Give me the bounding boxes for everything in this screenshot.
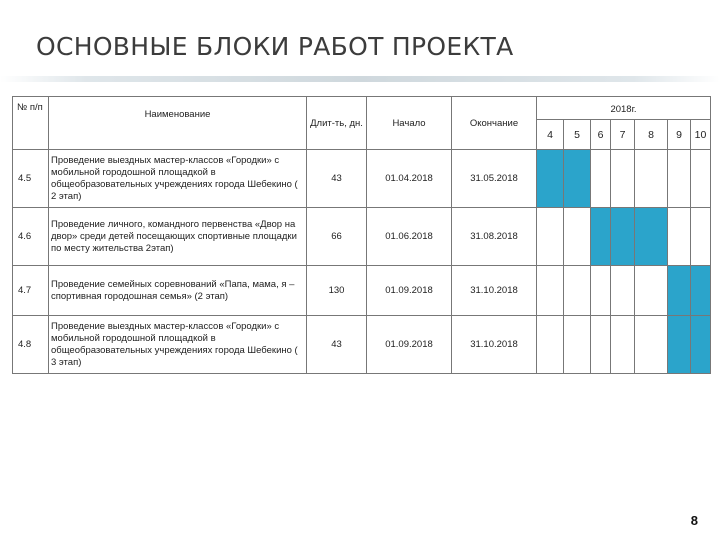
- row-name: Проведение выездных мастер-классов «Городки» с мобильной городошной площадкой в общеобразовательных учреждениях города Шебекино ( 2 этап): [49, 150, 307, 208]
- gantt-bar-cell: [668, 266, 691, 316]
- row-number: 4.5: [13, 150, 49, 208]
- gantt-empty-cell: [537, 316, 564, 374]
- gantt-empty-cell: [668, 150, 691, 208]
- gantt-empty-cell: [611, 150, 635, 208]
- project-schedule-table: [12, 96, 711, 374]
- row-end-date: 31.10.2018: [452, 266, 537, 316]
- row-duration: 130: [307, 266, 367, 316]
- gantt-empty-cell: [611, 316, 635, 374]
- row-number: 4.6: [13, 208, 49, 266]
- row-start-date: 01.06.2018: [367, 208, 452, 266]
- gantt-empty-cell: [635, 150, 668, 208]
- row-name: Проведение выездных мастер-классов «Городки» с мобильной городошной площадкой в общеобразовательных учреждениях города Шебекино ( 3 этап): [49, 316, 307, 374]
- header-year: 2018г.: [537, 97, 711, 120]
- gantt-empty-cell: [591, 316, 611, 374]
- row-number: 4.7: [13, 266, 49, 316]
- gantt-empty-cell: [691, 208, 711, 266]
- header-month-10: 10: [691, 120, 711, 150]
- header-month-5: 5: [564, 120, 591, 150]
- header-number: № п/п: [13, 97, 49, 150]
- row-name: Проведение личного, командного первенства «Двор на двор» среди детей посещающих спортивные площадки по месту жительства 2этап): [49, 208, 307, 266]
- page-number: 8: [690, 513, 698, 528]
- header-end: Окончание: [452, 97, 537, 150]
- header-month-9: 9: [668, 120, 691, 150]
- gantt-empty-cell: [691, 150, 711, 208]
- header-start: Начало: [367, 97, 452, 150]
- gantt-empty-cell: [668, 208, 691, 266]
- gantt-bar-cell: [591, 208, 611, 266]
- row-end-date: 31.05.2018: [452, 150, 537, 208]
- header-month-7: 7: [611, 120, 635, 150]
- header-month-6: 6: [591, 120, 611, 150]
- row-start-date: 01.09.2018: [367, 316, 452, 374]
- gantt-bar-cell: [537, 150, 564, 208]
- table-row: [13, 266, 711, 316]
- gantt-bar-cell: [611, 208, 635, 266]
- header-month-4: 4: [537, 120, 564, 150]
- gantt-bar-cell: [691, 316, 711, 374]
- gantt-empty-cell: [564, 316, 591, 374]
- table-row: [13, 316, 711, 374]
- table-row: [13, 208, 711, 266]
- gantt-empty-cell: [537, 208, 564, 266]
- gantt-empty-cell: [611, 266, 635, 316]
- gantt-empty-cell: [591, 150, 611, 208]
- row-number: 4.8: [13, 316, 49, 374]
- header-duration: Длит-ть, дн.: [307, 97, 367, 150]
- gantt-empty-cell: [635, 266, 668, 316]
- gantt-bar-cell: [691, 266, 711, 316]
- gantt-empty-cell: [635, 316, 668, 374]
- gantt-bar-cell: [635, 208, 668, 266]
- row-duration: 66: [307, 208, 367, 266]
- gantt-bar-cell: [564, 150, 591, 208]
- gantt-bar-cell: [668, 316, 691, 374]
- row-duration: 43: [307, 316, 367, 374]
- row-end-date: 31.08.2018: [452, 208, 537, 266]
- slide-title: ОСНОВНЫЕ БЛОКИ РАБОТ ПРОЕКТА: [36, 32, 514, 61]
- gantt-empty-cell: [537, 266, 564, 316]
- row-start-date: 01.09.2018: [367, 266, 452, 316]
- row-start-date: 01.04.2018: [367, 150, 452, 208]
- title-divider: [0, 76, 720, 82]
- row-name: Проведение семейных соревнований «Папа, мама, я – спортивная городошная семья» (2 этап): [49, 266, 307, 316]
- gantt-empty-cell: [564, 266, 591, 316]
- header-month-8: 8: [635, 120, 668, 150]
- header-name: Наименование: [49, 97, 307, 150]
- gantt-empty-cell: [591, 266, 611, 316]
- table-row: [13, 150, 711, 208]
- gantt-empty-cell: [564, 208, 591, 266]
- row-duration: 43: [307, 150, 367, 208]
- row-end-date: 31.10.2018: [452, 316, 537, 374]
